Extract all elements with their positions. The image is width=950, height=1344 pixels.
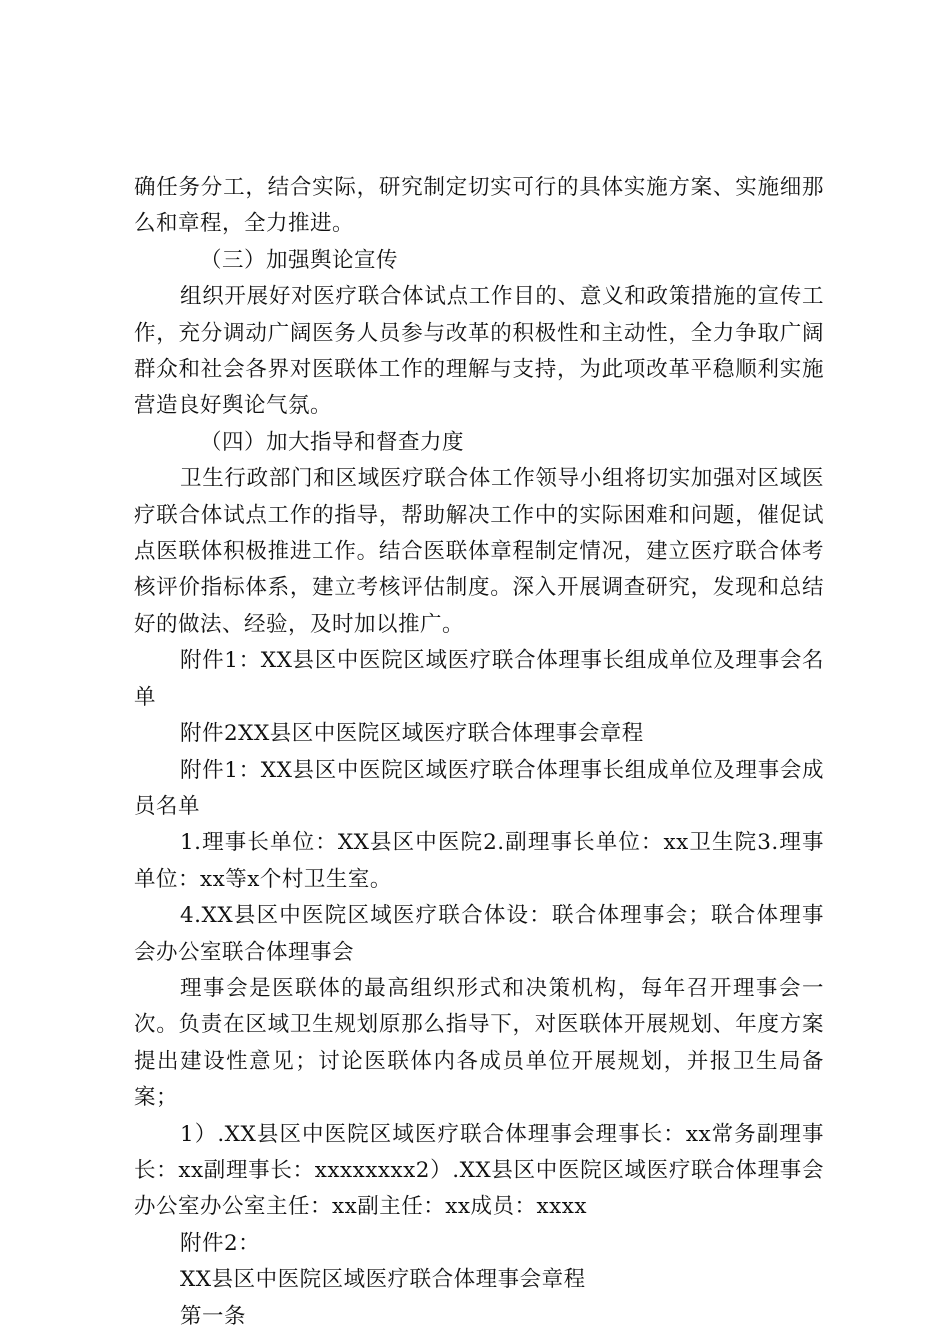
section-heading-publicity: （三）加强舆论宣传 [200, 247, 399, 273]
article-one-label: 第一条 [180, 1303, 247, 1329]
member-units-list: 1.理事长单位：XX县区中医院2.副理事长单位：xx卫生院3.理事单位：xx等x个村卫生室。 [134, 830, 824, 892]
attachment-1-heading: 附件1：XX县区中医院区域医疗联合体理事长组成单位及理事会成员名单 [134, 757, 824, 819]
paragraph-council-role: 理事会是医联体的最高组织形式和决策机构，每年召开理事会一次。负责在区域卫生规划原那么指导下，对医联体开展规划、年度方案提出建设性意见；讨论医联体内各成员单位开展规划，并报卫生局备案； [134, 975, 824, 1111]
paragraph-publicity: 组织开展好对医疗联合体试点工作目的、意义和政策措施的宣传工作，充分调动广阔医务人员参与改革的积极性和主动性，全力争取广阔群众和社会各界对医联体工作的理解与支持，为此项改革平稳顺利实施营造良好舆论气氛。 [134, 284, 824, 419]
attachment-2-title: 附件2XX县区中医院区域医疗联合体理事会章程 [180, 721, 644, 747]
attachment-2-label: 附件2： [180, 1230, 261, 1256]
section-heading-supervision: （四）加大指导和督查力度 [200, 429, 465, 455]
attachment-1-title: 附件1：XX县区中医院区域医疗联合体理事长组成单位及理事会名单 [134, 648, 824, 710]
paragraph-supervision: 卫生行政部门和区域医疗联合体工作领导小组将切实加强对区域医疗联合体试点工作的指导，帮助解决工作中的实际困难和问题，催促试点医联体积极推进工作。结合医联体章程制定情况，建立医疗联合体考核评价指标体系，建立考核评估制度。深入开展调查研究，发现和总结好的做法、经验，及时加以推广。 [134, 466, 824, 637]
paragraph-task-division: 确任务分工，结合实际，研究制定切实可行的具体实施方案、实施细那么和章程，全力推进。 [134, 175, 824, 237]
document-body [134, 170, 824, 1335]
council-members-list: 1）.XX县区中医院区域医疗联合体理事会理事长：xx常务副理事长：xx副理事长：xxxxxxxx2）.XX县区中医院区域医疗联合体理事会办公室办公室主任：xx副主任：xx成员：xxxx [134, 1121, 824, 1220]
charter-title: XX县区中医院区域医疗联合体理事会章程 [180, 1267, 586, 1293]
union-structure: 4.XX县区中医院区域医疗联合体设：联合体理事会；联合体理事会办公室联合体理事会 [134, 903, 824, 965]
